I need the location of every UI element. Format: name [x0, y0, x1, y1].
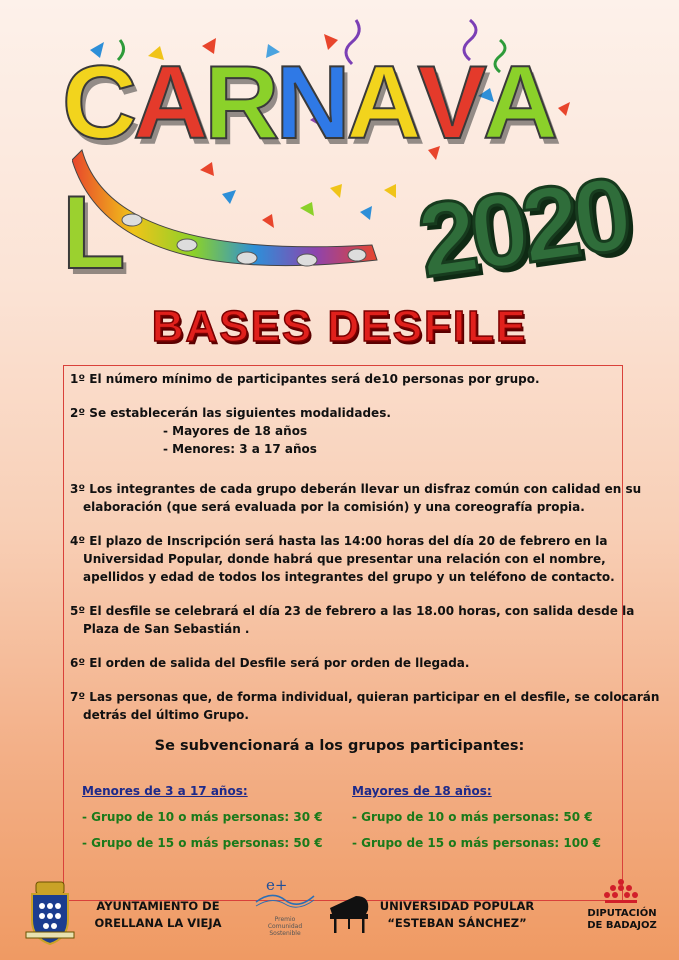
adults-column	[352, 778, 601, 856]
title-letter: C	[62, 45, 134, 161]
up-line1: UNIVERSIDAD POPULAR	[379, 899, 535, 913]
minors-title: Menores de 3 a 17 años:	[82, 784, 248, 798]
eplus-logo-icon	[252, 876, 318, 944]
rule-6	[70, 654, 620, 672]
title-letter: L	[62, 175, 122, 291]
diputacion-label	[584, 908, 660, 932]
grand-piano-icon	[326, 890, 372, 936]
title-letter: N	[275, 45, 347, 161]
diputacion-line2: DE BADAJOZ	[587, 920, 657, 931]
up-line2: “ESTEBAN SÁNCHEZ”	[387, 916, 527, 930]
ayuntamiento-line1: AYUNTAMIENTO DE	[96, 899, 220, 913]
rule-1	[70, 370, 620, 388]
title-letter: R	[204, 45, 276, 161]
rule-line: 5º El desfile se celebrará el día 23 de febrero a las 18.00 horas, con salida desde la	[70, 604, 635, 618]
minors-group-15: - Grupo de 15 o más personas: 50 €	[82, 836, 323, 850]
title-letter: A	[133, 45, 205, 161]
rule-subitem: - Mayores de 18 años	[163, 424, 308, 438]
rule-5	[70, 602, 635, 638]
rule-line: 4º El plazo de Inscripción será hasta las 14:00 horas del día 20 de febrero en la	[70, 534, 608, 548]
rule-line: 3º Los integrantes de cada grupo deberán llevar un disfraz común con calidad en su	[70, 482, 642, 496]
rule-line: elaboración (que será evaluada por la comisión) y una coreografía propia.	[83, 500, 585, 514]
adults-title: Mayores de 18 años:	[352, 784, 492, 798]
rule-line: 7º Las personas que, de forma individual, quieran participar en el desfile, se colocarán	[70, 690, 660, 704]
adults-group-15: - Grupo de 15 o más personas: 100 €	[352, 836, 601, 850]
title-letter: V	[417, 45, 483, 161]
minors-group-10: - Grupo de 10 o más personas: 30 €	[82, 810, 323, 824]
subsidy-heading: Se subvencionará a los grupos participantes:	[154, 738, 525, 754]
rule-line: 2º Se establecerán las siguientes modalidades.	[70, 406, 391, 420]
rule-2	[70, 404, 620, 458]
year-title: 2020	[411, 156, 633, 300]
rule-line: Universidad Popular, donde habrá que presentar una relación con el nombre,	[83, 552, 606, 566]
adults-group-10: - Grupo de 10 o más personas: 50 €	[352, 810, 593, 824]
eplus-sub2: Comunidad	[267, 923, 303, 930]
rule-line: 1º El número mínimo de participantes será de10 personas por grupo.	[70, 372, 540, 386]
diputacion-line1: DIPUTACIÓN	[587, 908, 657, 919]
rule-line: Plaza de San Sebastián .	[83, 622, 250, 636]
rule-3	[70, 480, 642, 516]
title-letter: A	[346, 45, 418, 161]
minors-column	[82, 778, 323, 856]
diputacion-logo-icon	[601, 878, 641, 904]
rule-4	[70, 532, 620, 586]
rule-line: detrás del último Grupo.	[83, 708, 249, 722]
eplus-mark: e+	[266, 876, 288, 894]
ayuntamiento-label	[88, 898, 228, 932]
rule-7	[70, 688, 660, 724]
page-title: BASES DESFILE	[151, 302, 528, 351]
rule-subitem: - Menores: 3 a 17 años	[163, 442, 317, 456]
coat-of-arms-icon	[22, 880, 78, 946]
eplus-sub3: Sostenible	[269, 930, 301, 937]
rule-line: 6º El orden de salida del Desfile será por orden de llegada.	[70, 656, 470, 670]
universidad-popular-label	[372, 898, 542, 932]
title-letter: A	[482, 45, 555, 161]
rules-list	[70, 370, 660, 740]
rule-line: apellidos y edad de todos los integrantes del grupo y un teléfono de contacto.	[83, 570, 615, 584]
ayuntamiento-line2: ORELLANA LA VIEJA	[94, 916, 222, 930]
eplus-sub1: Premio	[274, 916, 296, 923]
